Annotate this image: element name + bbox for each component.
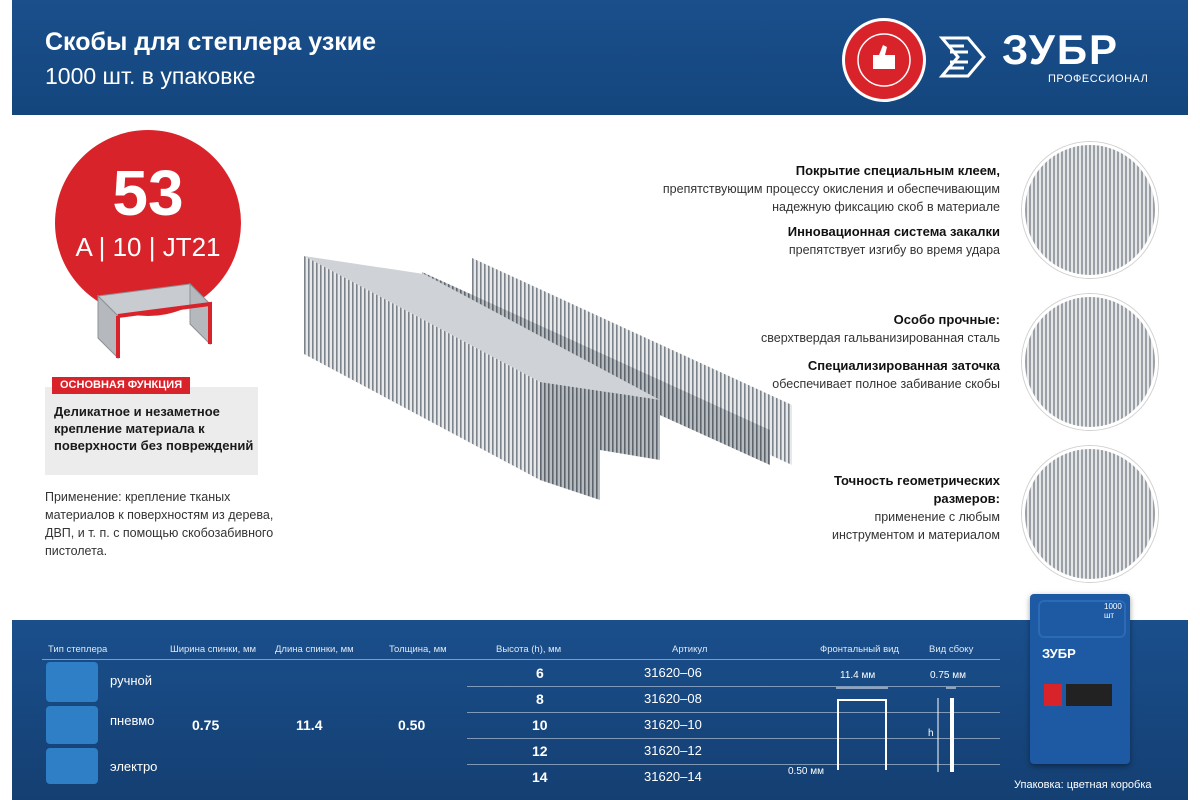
main-function-label: ОСНОВНАЯ ФУНКЦИЯ: [52, 377, 190, 394]
article-value: 31620–12: [644, 743, 702, 758]
feature-text: препятствующим процессу окисления и обеспечивающим надежную фиксацию скоб в материале: [662, 182, 1000, 214]
best-of-best-badge-icon: [842, 18, 926, 102]
feature-closeup-strength: [1022, 294, 1158, 430]
table-header-divider: [42, 659, 1000, 660]
brand-subtitle: ПРОФЕССИОНАЛ: [1048, 73, 1149, 85]
col-header-side-view: Вид сбоку: [929, 644, 974, 655]
feature-text: обеспечивает полное забивание скобы: [772, 377, 1000, 391]
feature-text: сверхтвердая гальванизированная сталь: [761, 331, 1000, 345]
height-value: 12: [532, 743, 548, 759]
staple-type-code: A | 10 | JT21: [75, 232, 221, 262]
article-value: 31620–14: [644, 769, 702, 784]
height-value: 8: [536, 691, 544, 707]
row-divider: [467, 686, 1000, 687]
feature-closeup-geometry: [1022, 446, 1158, 582]
col-header-article: Артикул: [672, 644, 708, 655]
feature-strength: [620, 311, 1000, 347]
package-size-badge: [1044, 684, 1062, 706]
col-header-type: Тип степлера: [48, 644, 108, 655]
col-header-thickness: Толщина, мм: [389, 644, 447, 655]
col-header-front-view: Фронтальный вид: [820, 644, 899, 655]
feature-title: Инновационная система закалки: [787, 224, 1000, 239]
value-width: 0.75: [192, 717, 220, 733]
feature-text: применение с любым инструментом и материалом: [832, 510, 1000, 542]
row-divider: [467, 712, 1000, 713]
article-value: 31620–08: [644, 691, 702, 706]
staples-product-image: [300, 250, 800, 510]
zubr-logo-icon: [938, 32, 994, 87]
feature-title: Точность геометрических размеров:: [833, 473, 1000, 506]
side-width-label: 0.75 мм: [930, 670, 966, 681]
staple-type-number: 53: [112, 157, 184, 229]
front-width-label: 11.4 мм: [840, 670, 876, 681]
front-thickness-label: 0.50 мм: [788, 766, 824, 777]
height-h-label: h: [928, 728, 934, 739]
feature-geometry: [800, 472, 1000, 544]
feature-text: препятствует изгибу во время удара: [788, 243, 1000, 257]
front-view-diagram: [830, 682, 900, 787]
package-brand: ЗУБР: [1042, 646, 1076, 661]
package-count: 1000 шт: [1104, 602, 1122, 620]
feature-title: Особо прочные:: [893, 312, 1000, 327]
article-value: 31620–10: [644, 717, 702, 732]
value-length: 11.4: [296, 717, 323, 733]
stapler-type-pneumatic: пневмо: [110, 713, 155, 728]
stapler-manual-icon: [46, 662, 98, 702]
col-header-height: Высота (h), мм: [496, 644, 562, 655]
feature-closeup-coating: [1022, 142, 1158, 278]
height-value: 14: [532, 769, 548, 785]
col-header-length: Длина спинки, мм: [275, 644, 354, 655]
package-caption: Упаковка: цветная коробка: [1014, 779, 1152, 791]
feature-hardening: [620, 223, 1000, 259]
row-divider: [467, 764, 1000, 765]
page-title: Скобы для степлера узкие: [45, 28, 377, 56]
height-value: 10: [532, 717, 548, 733]
package-window: [1066, 684, 1112, 706]
stapler-type-manual: ручной: [110, 673, 153, 688]
page-subtitle: 1000 шт. в упаковке: [45, 63, 256, 89]
article-value: 31620–06: [644, 665, 702, 680]
feature-title: Покрытие специальным клеем,: [795, 163, 1000, 178]
feature-title: Специализированная заточка: [807, 358, 1000, 373]
main-function-box: [45, 387, 258, 475]
height-value: 6: [536, 665, 544, 681]
package-box-image: [1030, 594, 1130, 764]
staple-icon: [90, 276, 220, 371]
stapler-electric-icon: [46, 748, 98, 784]
col-header-width: Ширина спинки, мм: [170, 644, 257, 655]
specs-table-panel: [12, 620, 1188, 800]
header-banner: [12, 0, 1188, 115]
feature-sharpening: [770, 357, 1000, 393]
feature-glue-coating: [620, 162, 1000, 216]
brand-name: ЗУБР: [1002, 26, 1120, 73]
stapler-type-electric: электро: [110, 759, 158, 774]
value-thickness: 0.50: [398, 717, 426, 733]
usage-text: Применение: крепление тканых материалов к поверхностям из дерева, ДВП, и т. п. с помощью скобозабивного пистолета.: [45, 490, 274, 558]
row-divider: [467, 738, 1000, 739]
stapler-pneumatic-icon: [46, 706, 98, 744]
main-function-text: Деликатное и незаметное крепление материала к поверхности без повреждений: [54, 404, 254, 453]
